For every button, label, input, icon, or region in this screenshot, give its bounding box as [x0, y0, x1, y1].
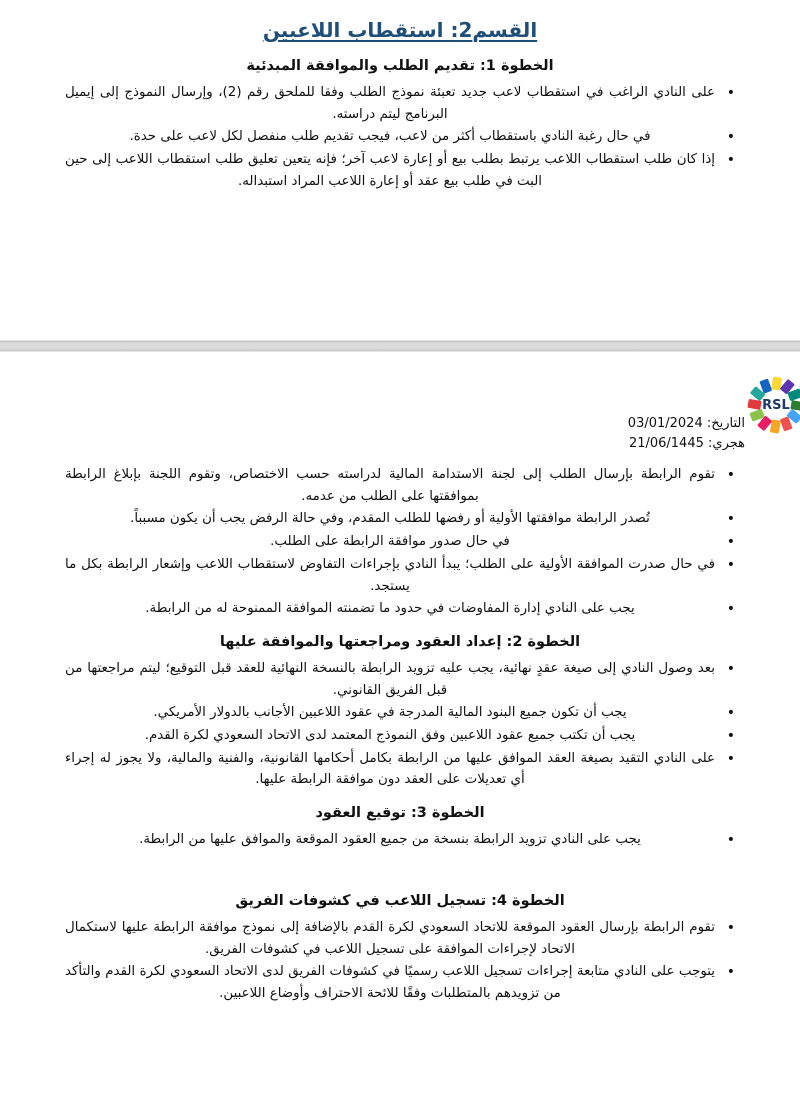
- list-item: • تقوم الرابطة بإرسال العقود الموقعة للاتحاد السعودي لكرة القدم بالإضافة إلى نموذج موافقة الرابطة عليها لاستكمال الاتحاد لإجراءات الموافقة على تسجيل اللاعب في كشوفات الفريق.: [55, 917, 745, 960]
- list-item: • بعد وصول النادي إلى صيغة عقدٍ نهائية، يجب عليه تزويد الرابطة بالنسخة النهائية للعقد قبل التوقيع؛ ليتم مراجعتها من قبل الفريق القانوني.: [55, 658, 745, 701]
- page-break-separator: [0, 340, 800, 352]
- step-1-bullet-list: [55, 82, 745, 193]
- step-4-bullet-list: [55, 917, 745, 1005]
- rsl-logo-icon: [745, 374, 800, 436]
- rsl-logo: [745, 374, 800, 436]
- step-2-bullet-list: [55, 658, 745, 791]
- list-item: • إذا كان طلب استقطاب اللاعب يرتبط بطلب بيع أو إعارة لاعب آخر؛ فإنه يتعين تعليق طلب استقطاب اللاعب إلى حين البت في طلب بيع عقد أو إعارة اللاعب المراد استبداله.: [55, 149, 745, 192]
- step-3-bullet-list: [55, 829, 745, 851]
- hijri-date-label: هجري:: [708, 435, 745, 451]
- list-item: • في حال صدور موافقة الرابطة على الطلب.: [55, 531, 745, 553]
- rsl-logo-text: RSL: [762, 398, 790, 413]
- list-item: • يتوجب على النادي متابعة إجراءات تسجيل اللاعب رسميًا في كشوفات الفريق لدى الاتحاد السعودي لكرة القدم والتأكد من تزويدهم بالمتطلبات وفقًا للائحة الاحتراف وأوضاع اللاعبين.: [55, 961, 745, 1004]
- step-4-heading: الخطوة 4: تسجيل اللاعب في كشوفات الفريق: [235, 892, 565, 909]
- gregorian-date-value: 03/01/2024: [627, 416, 703, 431]
- list-item: • في حال رغبة النادي باستقطاب أكثر من لاعب، فيجب تقديم طلب منفصل لكل لاعب على حدة.: [55, 126, 745, 148]
- step-1-heading: الخطوة 1: تقديم الطلب والموافقة المبدئية: [246, 58, 554, 74]
- page-2-header: [55, 372, 790, 464]
- list-item: • على النادي التقيد بصيغة العقد الموافق عليها من الرابطة بكامل أحكامها القانونية، والفنية والمالية، ولا يجوز له إجراء أي تعديلات على العقد دون موافقة الرابطة عليها.: [55, 748, 745, 791]
- list-item: • في حال صدرت الموافقة الأولية على الطلب؛ يبدأ النادي بإجراءات التفاوض لاستقطاب اللاعب وإشعار الرابطة بكل ما يستجد.: [55, 554, 745, 597]
- gregorian-date-label: التاريخ:: [706, 416, 745, 431]
- gregorian-date-line: [485, 414, 745, 434]
- document-page-1: [0, 0, 800, 340]
- step-1-continued-bullet-list: [55, 464, 745, 620]
- list-item: • يجب على النادي إدارة المفاوضات في حدود ما تضمنته الموافقة الممنوحة له من الرابطة.: [55, 598, 745, 620]
- document-page-2: [0, 352, 800, 1094]
- step-2-heading: الخطوة 2: إعداد العقود ومراجعتها والموافقة عليها: [219, 633, 581, 650]
- page-title: القسم2: استقطاب اللاعبين: [262, 18, 538, 42]
- list-item: • يجب أن تكون جميع البنود المالية المدرجة في عقود اللاعبين الأجانب بالدولار الأمريكي.: [55, 702, 745, 724]
- list-item: • على النادي الراغب في استقطاب لاعب جديد تعبئة نموذج الطلب وفقا للملحق رقم (2)، وإرسال النموذج إلى إيميل البرنامج ليتم دراسته.: [55, 82, 745, 125]
- hijri-date-line: [485, 434, 745, 454]
- list-item: • تُصدر الرابطة موافقتها الأولية أو رفضها للطلب المقدم، وفي حالة الرفض يجب أن يكون مسبباً.: [55, 508, 745, 530]
- list-item: • يجب أن تكتب جميع عقود اللاعبين وفق النموذج المعتمد لدى الاتحاد السعودي لكرة القدم.: [55, 725, 745, 747]
- hijri-date-value: 21/06/1445: [628, 435, 704, 451]
- list-item: • تقوم الرابطة بإرسال الطلب إلى لجنة الاستدامة المالية لدراسته حسب الاختصاص، وتقوم اللجنة بإبلاغ الرابطة بموافقتها على الطلب من عدمه.: [55, 464, 745, 507]
- date-block: [485, 414, 745, 453]
- list-item: • يجب على النادي تزويد الرابطة بنسخة من جميع العقود الموقعة والموافق عليها من الرابطة.: [55, 829, 745, 851]
- step-3-heading: الخطوة 3: توقيع العقود: [315, 805, 485, 822]
